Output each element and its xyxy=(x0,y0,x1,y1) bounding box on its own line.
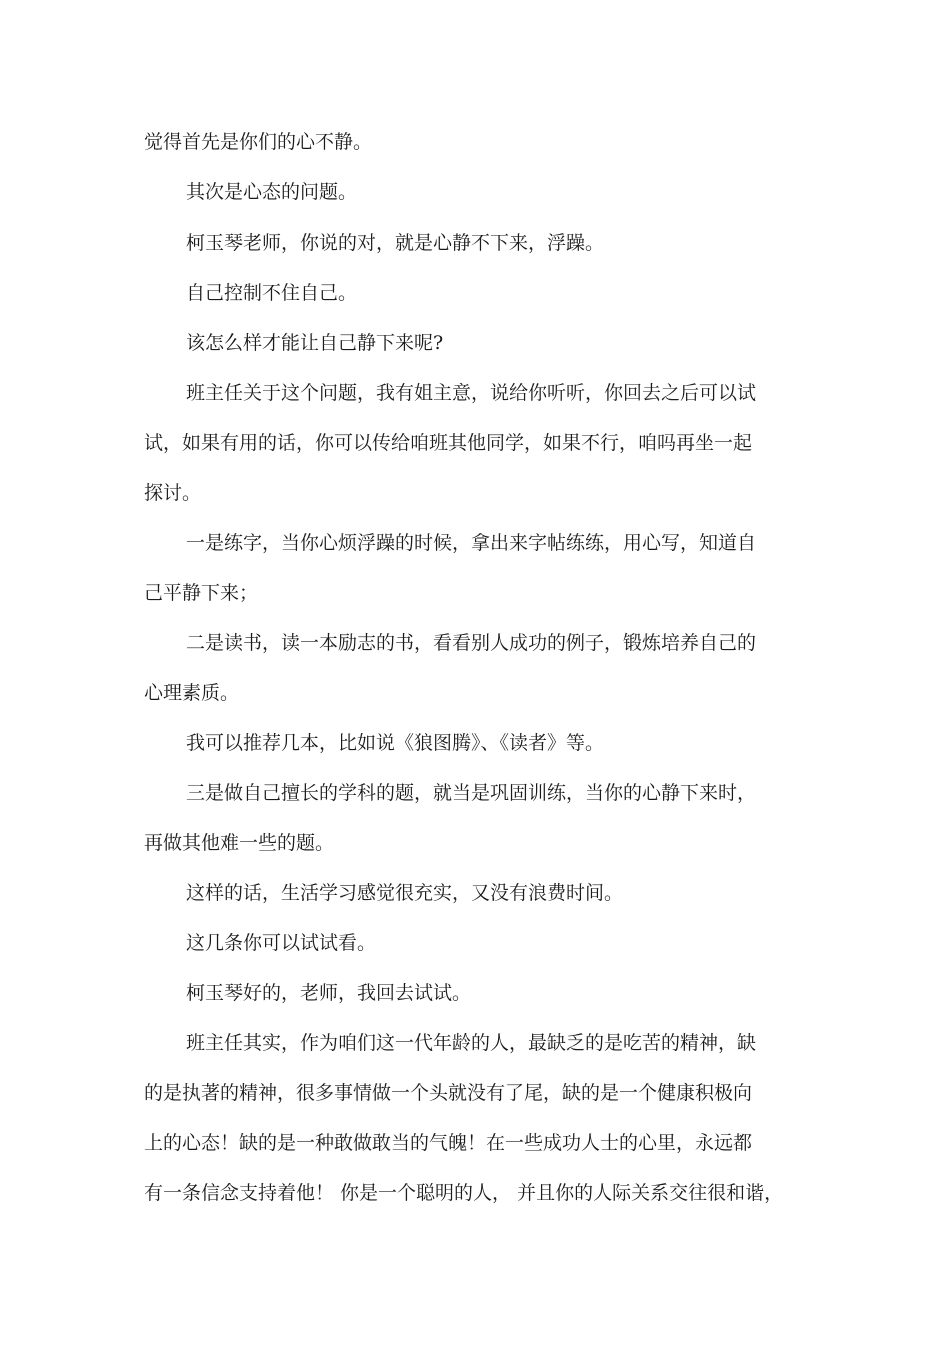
text-line: 再做其他难一些的题。 xyxy=(144,832,335,854)
text-line: 这样的话，生活学习感觉很充实，又没有浪费时间。 xyxy=(186,882,624,904)
text-line: 探讨。 xyxy=(144,482,202,504)
text-line: 班主任关于这个问题，我有姐主意，说给你听听，你回去之后可以试 xyxy=(186,382,757,404)
text-line: 觉得首先是你们的心不静。 xyxy=(144,131,373,153)
text-line: 自己控制不住自己。 xyxy=(186,282,358,304)
text-line: 一是练字，当你心烦浮躁的时候，拿出来字帖练练，用心写，知道自 xyxy=(186,532,757,554)
text-line: 我可以推荐几本，比如说《狼图腾》、《读者》等。 xyxy=(186,732,605,754)
text-line: 班主任其实，作为咱们这一代年龄的人，最缺乏的是吃苦的精神，缺 xyxy=(186,1032,757,1054)
text-line: 心理素质。 xyxy=(144,682,240,704)
text-line: 柯玉琴老师，你说的对，就是心静不下来，浮躁。 xyxy=(186,232,605,254)
text-line: 的是执著的精神，很多事情做一个头就没有了尾，缺的是一个健康积极向 xyxy=(144,1082,753,1104)
text-line: 有一条信念支持着他！ 你是一个聪明的人， 并且你的人际关系交往很和谐， xyxy=(144,1182,784,1204)
text-line: 三是做自己擅长的学科的题，就当是巩固训练，当你的心静下来时， xyxy=(186,782,757,804)
text-line: 己平静下来； xyxy=(144,582,259,604)
text-line: 这几条你可以试试看。 xyxy=(186,932,377,954)
text-line: 柯玉琴好的，老师，我回去试试。 xyxy=(186,982,472,1004)
text-line: 该怎么样才能让自己静下来呢? xyxy=(186,332,444,354)
text-line: 上的心态！缺的是一种敢做敢当的气魄！在一些成功人士的心里，永远都 xyxy=(144,1132,753,1154)
text-line: 试，如果有用的话，你可以传给咱班其他同学，如果不行，咱吗再坐一起 xyxy=(144,432,753,454)
text-line: 二是读书，读一本励志的书，看看别人成功的例子，锻炼培养自己的 xyxy=(186,632,757,654)
text-line: 其次是心态的问题。 xyxy=(186,181,358,203)
